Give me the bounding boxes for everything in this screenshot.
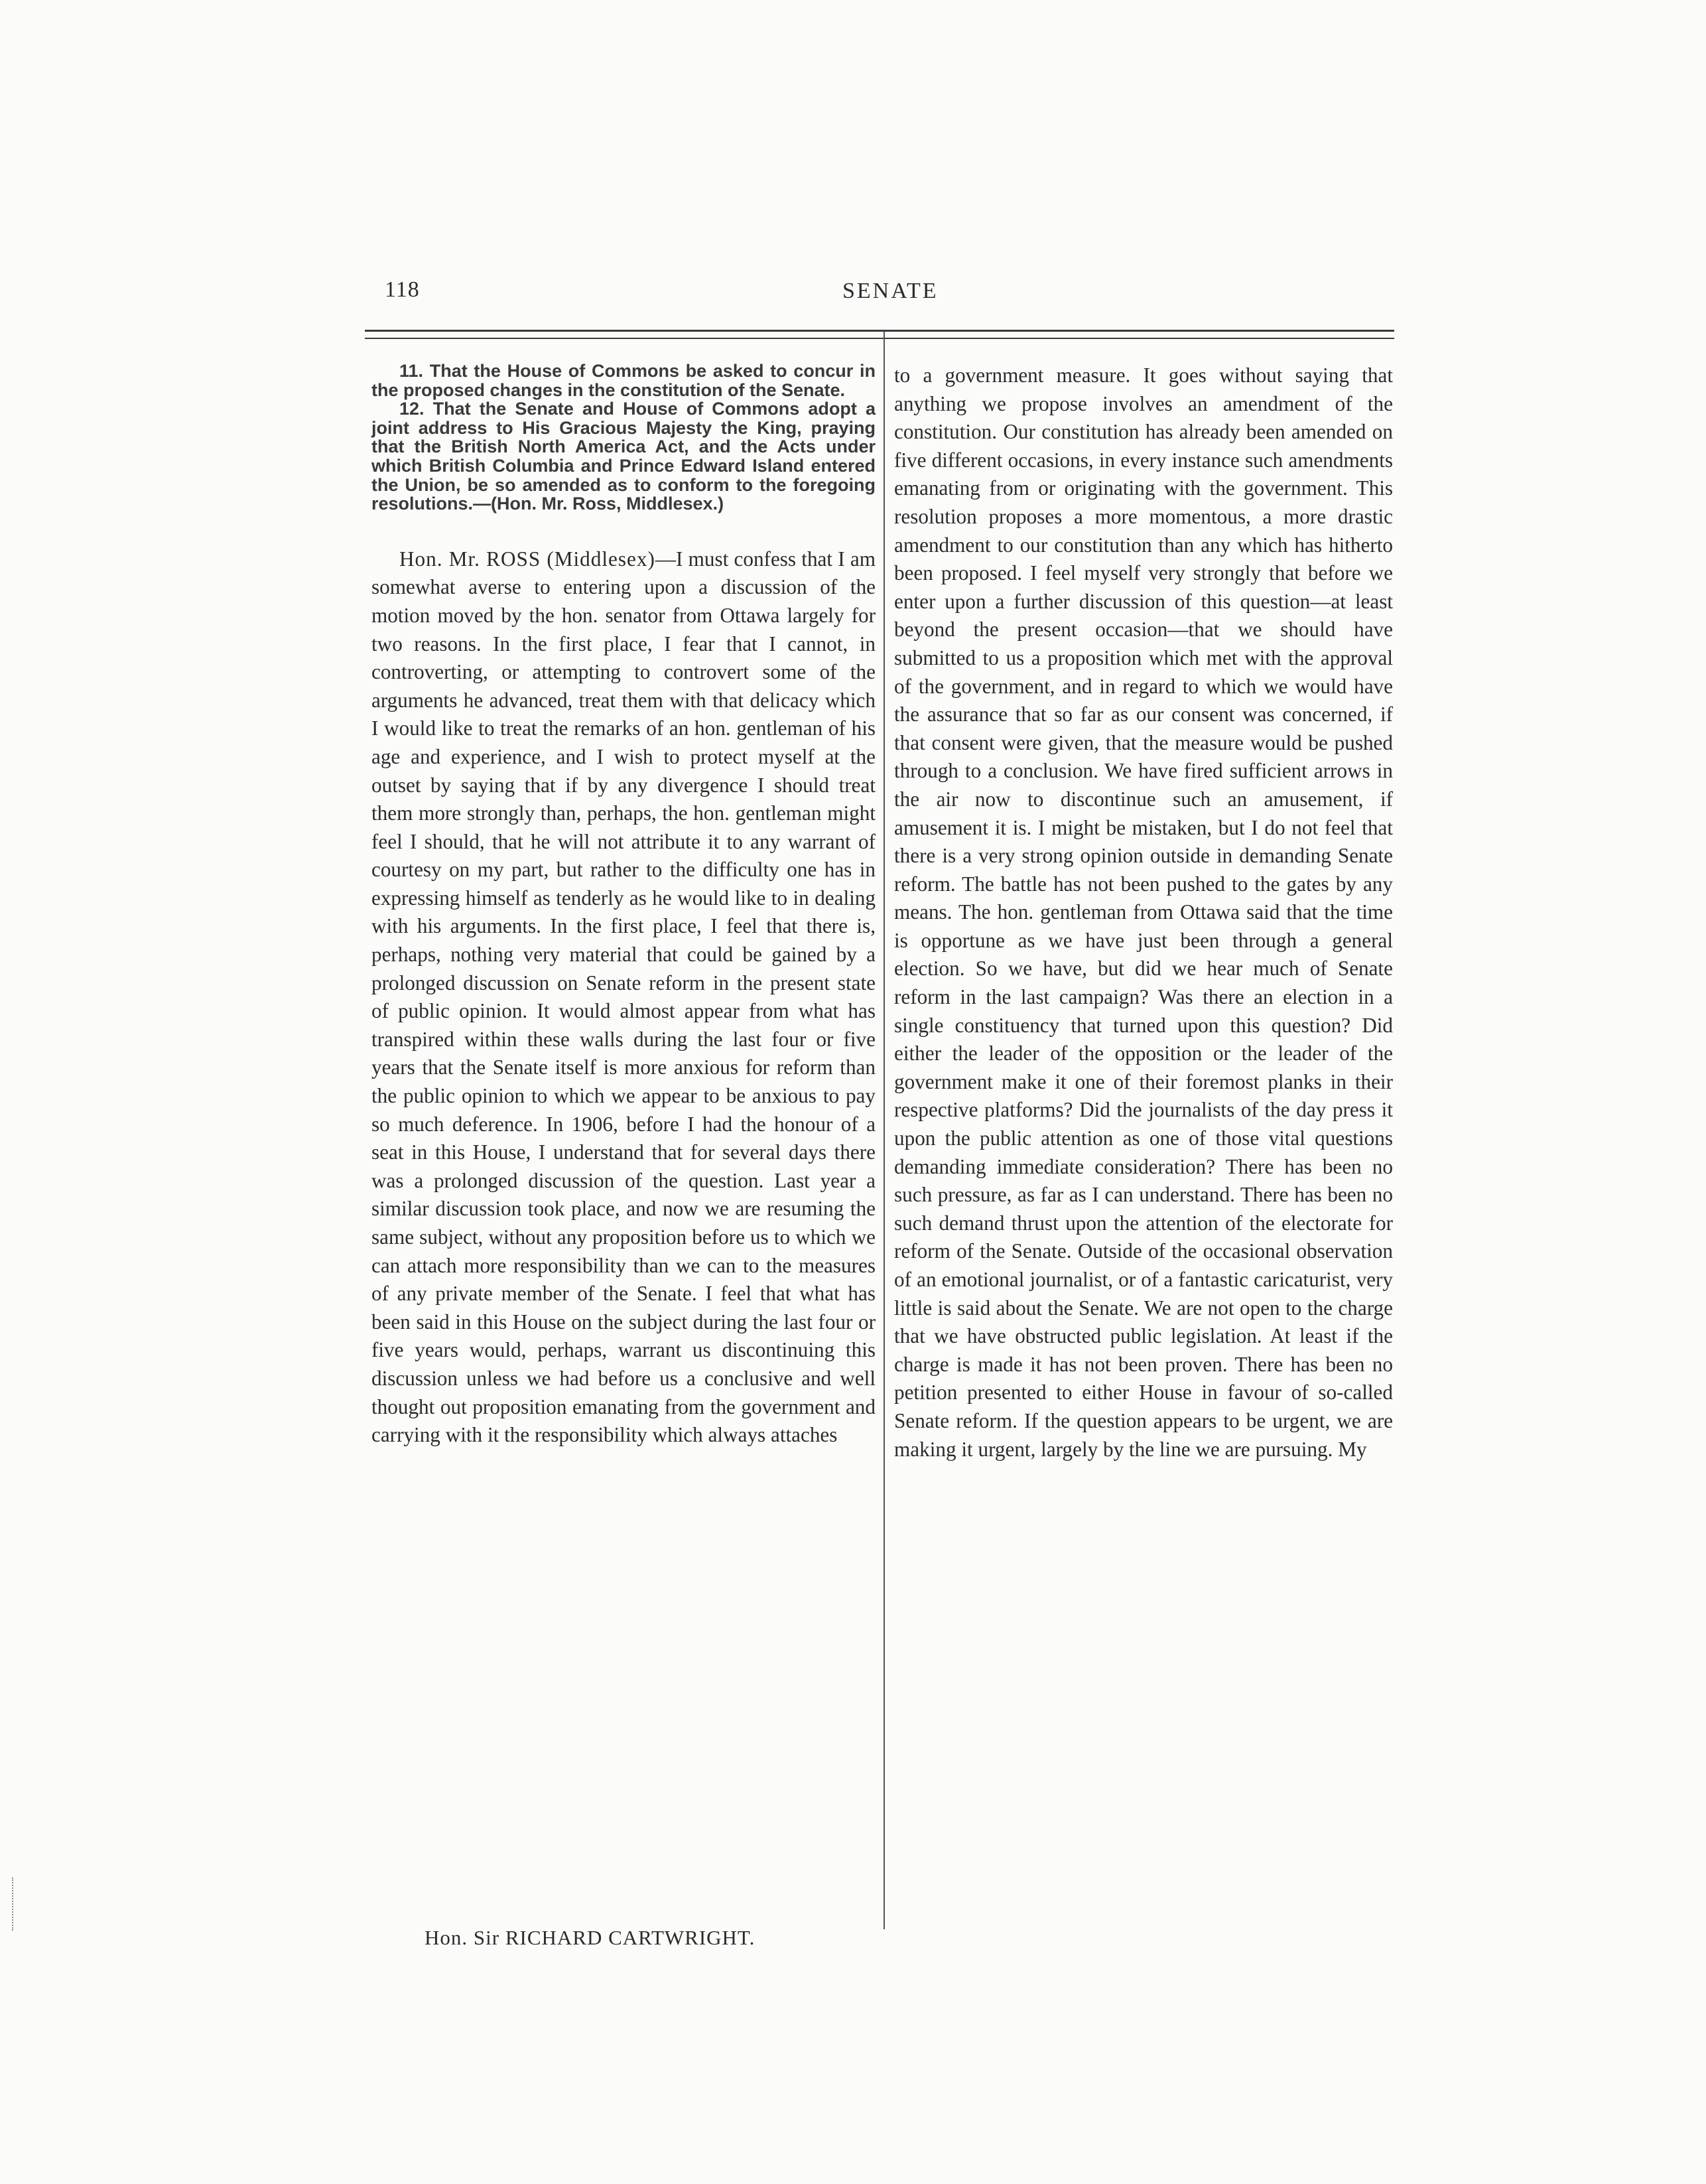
- header-rule-thick: [365, 330, 1394, 332]
- right-column: [894, 362, 1393, 1464]
- speech-left: [371, 545, 876, 1450]
- speaker-name: Hon. Mr. ROSS (Middlesex): [399, 547, 655, 571]
- footer-catchword: Hon. Sir RICHARD CARTWRIGHT.: [425, 1926, 755, 1949]
- resolution-11: 11. That the House of Commons be asked to concur in the proposed changes in the constitution of the Senate.: [371, 361, 876, 400]
- page-number: 118: [385, 277, 420, 302]
- scan-artifact-dots: [12, 1877, 15, 1931]
- speech-right-text: to a government measure. It goes without saying that anything we propose involves an amendment of the constitution. Our constitution has already been amended on five different occasions, in every instance such amendments emanating from or originating with the government. This resolution proposes a more momentous, a more drastic amendment to our constitution than any which has hitherto been proposed. I feel myself very strongly that before we enter upon a further discussion of this question—at least beyond the present occasion—that we should have submitted to us a proposition which met with the approval of the government, and in regard to which we would have the assurance that so far as our consent was concerned, if that consent were given, that the measure would be pushed through to a conclusion. We have fired sufficient arrows in the air now to discontinue such an amusement, if amusement it is. I might be mistaken, but I do not feel that there is a very strong opinion outside in demanding Senate reform. The battle has not been pushed to the gates by any means. The hon. gentleman from Ottawa said that the time is opportune as we have just been through a general election. So we have, but did we hear much of Senate reform in the last campaign? Was there an election in a single constituency that turned upon this question? Did either the leader of the opposition or the leader of the government make it one of their foremost planks in their respective platforms? Did the journalists of the day press it upon the public attention as one of those vital questions demanding immediate consideration? There has been no such pressure, as far as I can understand. There has been no such demand thrust upon the attention of the electorate for reform of the Senate. Outside of the occasional observation of an emotional journalist, or of a fantastic caricaturist, very little is said about the Senate. We are not open to the charge that we have obstructed public legislation. At least if the charge is made it has not been proven. There has been no petition presented to either House in favour of so-called Senate reform. If the question appears to be urgent, we are making it urgent, largely by the line we are pursuing. My: [894, 364, 1393, 1461]
- column-divider: [884, 332, 885, 1929]
- speech-left-text: —I must confess that I am somewhat averse to entering upon a discussion of the motion moved by the hon. senator from Ottawa largely for two reasons. In the first place, I fear that I cannot, in controverting, or attempting to controvert some of the arguments he advanced, treat them with that delicacy which I would like to treat the remarks of an hon. gentleman of his age and experience, and I wish to protect myself at the outset by saying that if by any divergence I should treat them more strongly than, perhaps, the hon. gentleman might feel I should, that he will not attribute it to any warrant of courtesy on my part, but rather to the difficulty one has in expressing himself as tenderly as he would like to in dealing with his arguments. In the first place, I feel that there is, perhaps, nothing very material that could be gained by a prolonged discussion on Senate reform in the present state of public opinion. It would almost appear from what has transpired within these walls during the last four or five years that the Senate itself is more anxious for reform than the public opinion to which we appear to be anxious to pay so much deference. In 1906, before I had the honour of a seat in this House, I understand that for several days there was a prolonged discussion of the question. Last year a similar discussion took place, and now we are resuming the same subject, without any proposition before us to which we can attach more responsibility than we can to the measures of any private member of the Senate. I feel that what has been said in this House on the subject during the last four or five years would, perhaps, warrant us discontinuing this discussion unless we had before us a conclusive and well thought out proposition emanating from the government and carrying with it the responsibility which always attaches: [371, 547, 876, 1447]
- running-head: SENATE: [842, 279, 939, 303]
- header-rule-thin: [365, 338, 1394, 339]
- left-column: [371, 362, 876, 1450]
- resolutions-block: [371, 362, 876, 513]
- resolution-12: 12. That the Senate and House of Commons adopt a joint address to His Gracious Majesty the King, praying that the British North America Act, and the Acts under which British Columbia and Prince Edward Island entered the Union, be so amended as to conform to the foregoing resolutions.—(Hon. Mr. Ross, Middlesex.): [371, 399, 876, 514]
